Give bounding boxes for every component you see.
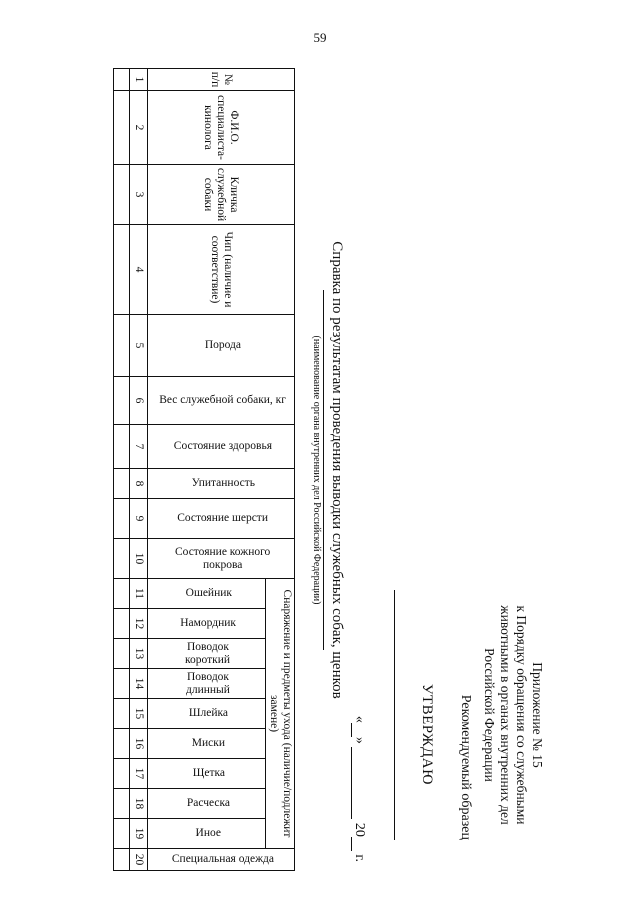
empty-cell [114,499,130,539]
header-skin [148,539,295,579]
header-clothing-text: Специальная одежда [171,853,275,865]
col-num-17: 17 [130,759,148,789]
col-num-18: 18 [130,789,148,819]
month-blank [351,747,366,819]
empty-cell [114,819,130,849]
date-line [351,716,367,862]
organization-line [323,290,324,650]
header-clothing [148,849,295,871]
header-long-leash [148,669,266,699]
column-number-row [130,69,148,871]
col-num-13: 13 [130,639,148,669]
col-num-9: 9 [130,499,148,539]
empty-cell [114,729,130,759]
header-fatness [148,469,295,499]
col-num-19: 19 [130,819,148,849]
col-num-5: 5 [130,315,148,377]
header-fio: Ф.И.О. специалиста-кинолога [148,91,295,165]
appendix-line-2: к Порядку обращения со служебными [514,605,529,825]
empty-cell [114,639,130,669]
empty-cell [114,377,130,425]
header-weight-text: Вес служебной собаки, кг [159,394,287,406]
header-leash-strap-text: Шлейка [188,707,229,719]
dog-inspection-table [113,68,295,871]
header-equipment-group: Снаряжение и предметы ухода (наличие/подлежит замене) [266,579,295,849]
empty-cell [114,315,130,377]
header-other [148,819,266,849]
empty-cell [114,579,130,609]
empty-cell [114,91,130,165]
recommended-sample-label: Рекомендуемый образец [458,694,473,840]
document-title: Справка по результатам проведения выводки служебных собак, щенков [329,241,345,699]
date-year-prefix: 20 [352,822,367,837]
header-weight [148,377,295,425]
header-long-leash-text: Поводок длинный [186,671,231,696]
header-nickname: Кличка служебной собаки [148,165,295,225]
header-breed [148,315,295,377]
col-num-15: 15 [130,699,148,729]
col-num-10: 10 [130,539,148,579]
header-chip: Чип (наличие и соответствие) [148,225,295,315]
appendix-line-1: Приложение № 15 [530,662,545,768]
header-short-leash [148,639,266,669]
empty-cell [114,759,130,789]
header-health [148,425,295,469]
header-comb-text: Расческа [186,797,231,809]
organization-caption: (наименование органа внутренних дел Российской Федерации) [311,335,322,605]
header-bowls [148,729,266,759]
signature-line [394,590,395,840]
empty-cell [114,425,130,469]
col-num-11: 11 [130,579,148,609]
col-num-6: 6 [130,377,148,425]
col-num-12: 12 [130,609,148,639]
col-num-2: 2 [130,91,148,165]
header-health-text: Состояние здоровья [173,440,273,452]
header-no: № п/п [148,69,295,91]
page-number: 59 [313,30,327,45]
empty-cell [114,699,130,729]
date-open-quote: « [352,715,367,723]
header-brush-text: Щетка [192,767,225,779]
header-comb [148,789,266,819]
rotated-form-sheet [75,60,545,880]
empty-cell [114,849,130,871]
col-num-14: 14 [130,669,148,699]
empty-cell [114,609,130,639]
col-num-4: 4 [130,225,148,315]
date-close-quote: » [352,736,367,744]
appendix-header [481,570,545,860]
header-other-text: Иное [195,827,222,839]
empty-cell [114,225,130,315]
approve-label: УТВЕРЖДАЮ [419,683,435,785]
header-fatness-text: Упитанность [191,477,255,489]
col-num-7: 7 [130,425,148,469]
empty-data-row [114,69,130,871]
header-collar-text: Ошейник [185,587,232,599]
empty-cell [114,669,130,699]
empty-cell [114,69,130,91]
appendix-line-4: Российской Федерации [482,648,497,782]
day-blank [351,723,366,737]
year-blank [351,837,366,851]
header-row-top [266,69,295,871]
appendix-line-3: животными в органах внутренних дел [498,605,513,825]
header-short-leash-text: Поводок короткий [185,641,232,666]
col-num-20: 20 [130,849,148,871]
header-skin-text: Состояние кожного покрова [175,545,271,571]
header-collar [148,579,266,609]
date-year-suffix: г. [352,854,367,862]
empty-cell [114,165,130,225]
header-breed-text: Порода [204,339,242,351]
col-num-8: 8 [130,469,148,499]
header-bowls-text: Миски [191,737,226,749]
col-num-16: 16 [130,729,148,759]
col-num-1: 1 [130,69,148,91]
header-coat-text: Состояние шерсти [177,512,269,524]
empty-cell [114,539,130,579]
empty-cell [114,789,130,819]
header-muzzle-text: Намордник [180,617,237,629]
header-brush [148,759,266,789]
header-leash-strap [148,699,266,729]
empty-cell [114,469,130,499]
header-muzzle [148,609,266,639]
header-coat [148,499,295,539]
col-num-3: 3 [130,165,148,225]
